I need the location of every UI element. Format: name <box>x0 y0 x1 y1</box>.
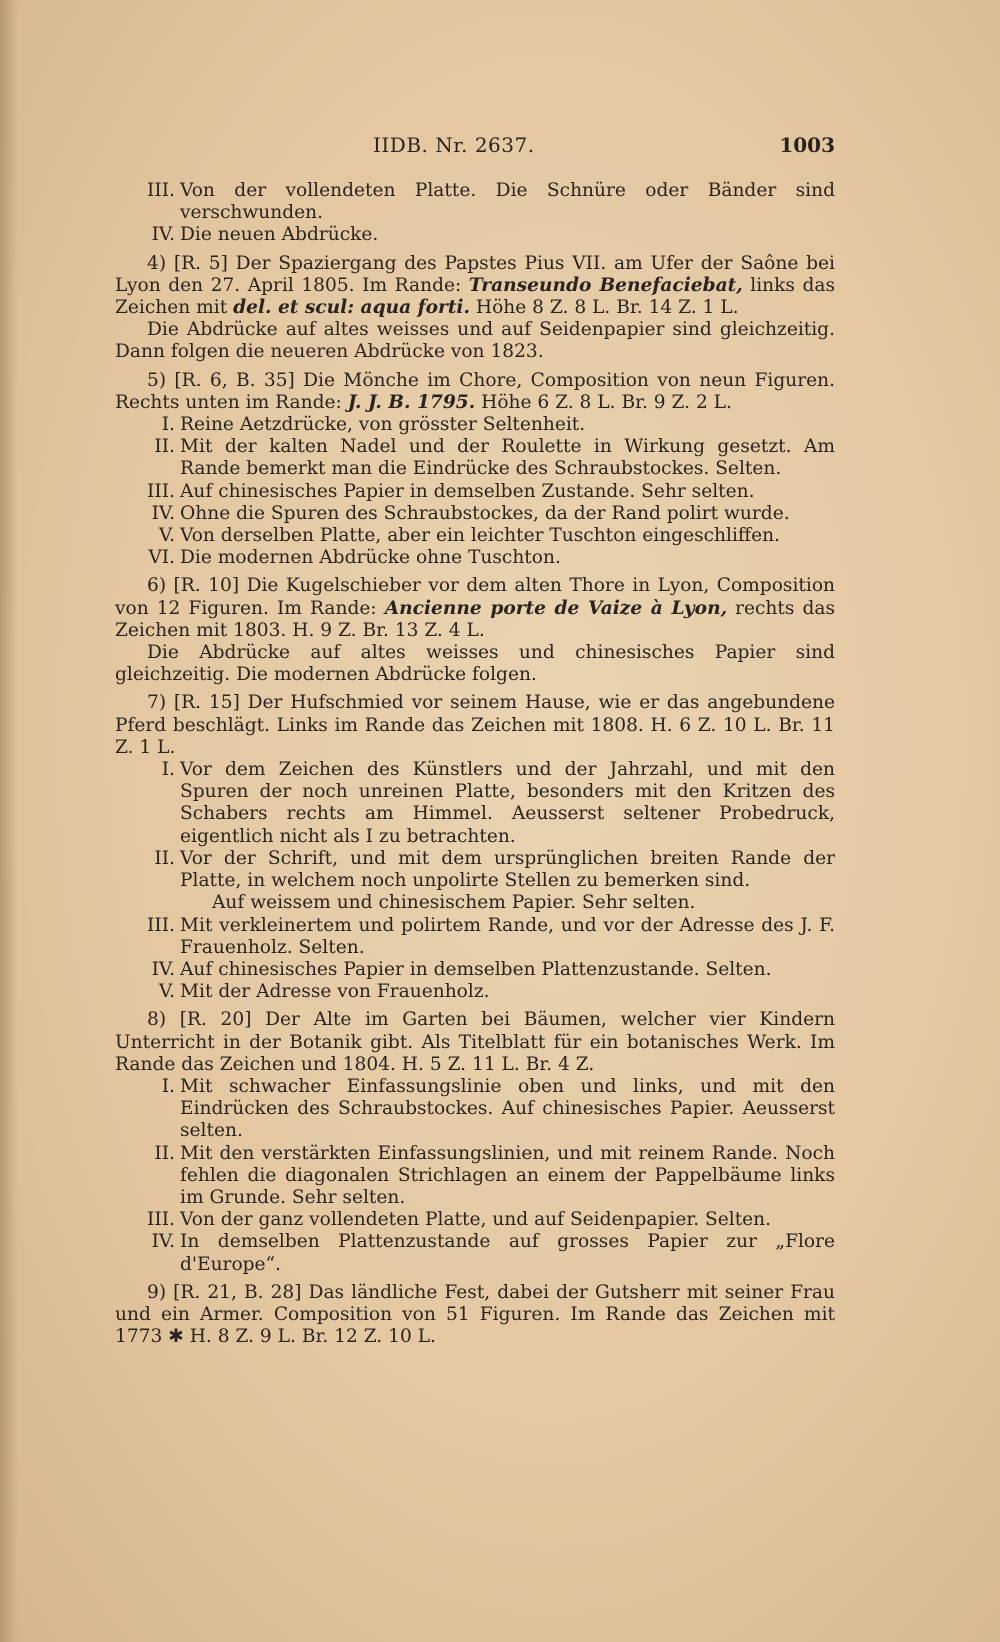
state-item: III. Von der ganz vollendeten Platte, und auf Seidenpapier. Selten. <box>147 1209 772 1231</box>
state-item: IV. Ohne die Spuren des Schraubstockes, da der Rand polirt wurde. <box>151 502 790 524</box>
entry-8: 8) [R. 20] Der Alte im Garten bei Bäumen, welcher vier Kindern Unterricht in der Botanik gibt. Als Titelblatt für ein botanisches Werk. Im Rande das Zeichen und 1804. H. 5 Z. 11 L. Br. 4 Z. <box>115 1009 835 1075</box>
entry-6-note: Die Abdrücke auf altes weisses und chinesisches Papier sind gleichzeitig. Die modernen Abdrücke folgen. <box>115 642 835 686</box>
state-item: IV. Die neuen Abdrücke. <box>151 224 379 246</box>
state-item: I. Mit schwacher Einfassungslinie oben und links, und mit den Eindrücken des Schraubstockes. Auf chinesisches Papier. Aeusserst selten. <box>161 1075 835 1142</box>
state-item: III. Von der vollendeten Platte. Die Schnüre oder Bänder sind verschwunden. <box>147 180 835 224</box>
state-item: I. Vor dem Zeichen des Künstlers und der Jahrzahl, und mit den Spuren der noch unreinen Platte, besonders mit den Kritzen des Schabers rechts am Himmel. Aeusserst seltener Probedruck, eigentlich nicht als I zu betrachten. <box>161 759 835 847</box>
state-item: I. Reine Aetzdrücke, von grösster Seltenheit. <box>161 414 586 436</box>
state-item: III. Mit verkleinertem und polirtem Rande, und vor der Adresse des J. F. Frauenholz. Selten. <box>147 914 835 958</box>
state-item: V. Mit der Adresse von Frauenholz. <box>158 981 490 1003</box>
state-item: II. Mit der kalten Nadel und der Roulette in Wirkung gesetzt. Am Rande bemerkt man die Eindrücke des Schraubstockes. Selten. <box>154 436 835 480</box>
state-item: III. Auf chinesisches Papier in demselben Zustande. Sehr selten. <box>147 480 755 502</box>
running-title: IIDB. Nr. 2637. <box>373 133 535 157</box>
state-item: VI. Die modernen Abdrücke ohne Tuschton. <box>148 547 561 569</box>
entry-6: 6) [R. 10] Die Kugelschieber vor dem alten Thore in Lyon, Composition von 12 Figuren. Im Rande: Ancienne porte de Vaize à Lyon, rechts das Zeichen mit 1803. H. 9 Z. Br. 13 Z. 4 L. <box>115 575 835 641</box>
state-item: II. Mit den verstärkten Einfassungslinien, und mit reinem Rande. Noch fehlen die diagonalen Strichlagen an einem der Pappelbäume links im Grunde. Sehr selten. <box>154 1142 835 1208</box>
entry-7: 7) [R. 15] Der Hufschmied vor seinem Hause, wie er das angebundene Pferd beschlägt. Links im Rande das Zeichen mit 1808. H. 6 Z. 10 L. Br. 11 Z. 1 L. <box>115 692 835 758</box>
state-item: II. Vor der Schrift, und mit dem ursprünglichen breiten Rande der Platte, in welchem noch unpolirte Stellen zu bemerken sind. <box>154 847 835 892</box>
state-item: V. Von derselben Platte, aber ein leichter Tuschton eingeschliffen. <box>158 525 780 547</box>
page-number: 1003 <box>779 133 835 157</box>
page-body <box>115 180 835 1348</box>
state-item-note: Auf weissem und chinesischem Papier. Sehr selten. <box>212 892 696 914</box>
state-item: IV. Auf chinesisches Papier in demselben Plattenzustande. Selten. <box>151 958 772 980</box>
entry-9: 9) [R. 21, B. 28] Das ländliche Fest, dabei der Gutsherr mit seiner Frau und ein Armer. Composition von 51 Figuren. Im Rande das Zeichen mit 1773 ✱ H. 8 Z. 9 L. Br. 12 Z. 10 L. <box>115 1281 835 1348</box>
running-header <box>115 133 835 163</box>
entry-5: 5) [R. 6, B. 35] Die Mönche im Chore, Composition von neun Figuren. Rechts unten im Rande: J. J. B. 1795. Höhe 6 Z. 8 L. Br. 9 Z. 2 L. <box>115 369 835 413</box>
page-edge-shadow <box>0 0 18 1642</box>
entry-4-note: Die Abdrücke auf altes weisses und auf Seidenpapier sind gleichzeitig. Dann folgen die neueren Abdrücke von 1823. <box>115 319 835 363</box>
state-item: IV. In demselben Plattenzustande auf grosses Papier zur „Flore d'Europe“. <box>151 1231 835 1275</box>
entry-4: 4) [R. 5] Der Spaziergang des Papstes Pius VII. am Ufer der Saône bei Lyon den 27. April 1805. Im Rande: Transeundo Benefaciebat, links das Zeichen mit del. et scul: aqua forti. Höhe 8 Z. 8 L. Br. 14 Z. 1 L. <box>115 252 836 319</box>
